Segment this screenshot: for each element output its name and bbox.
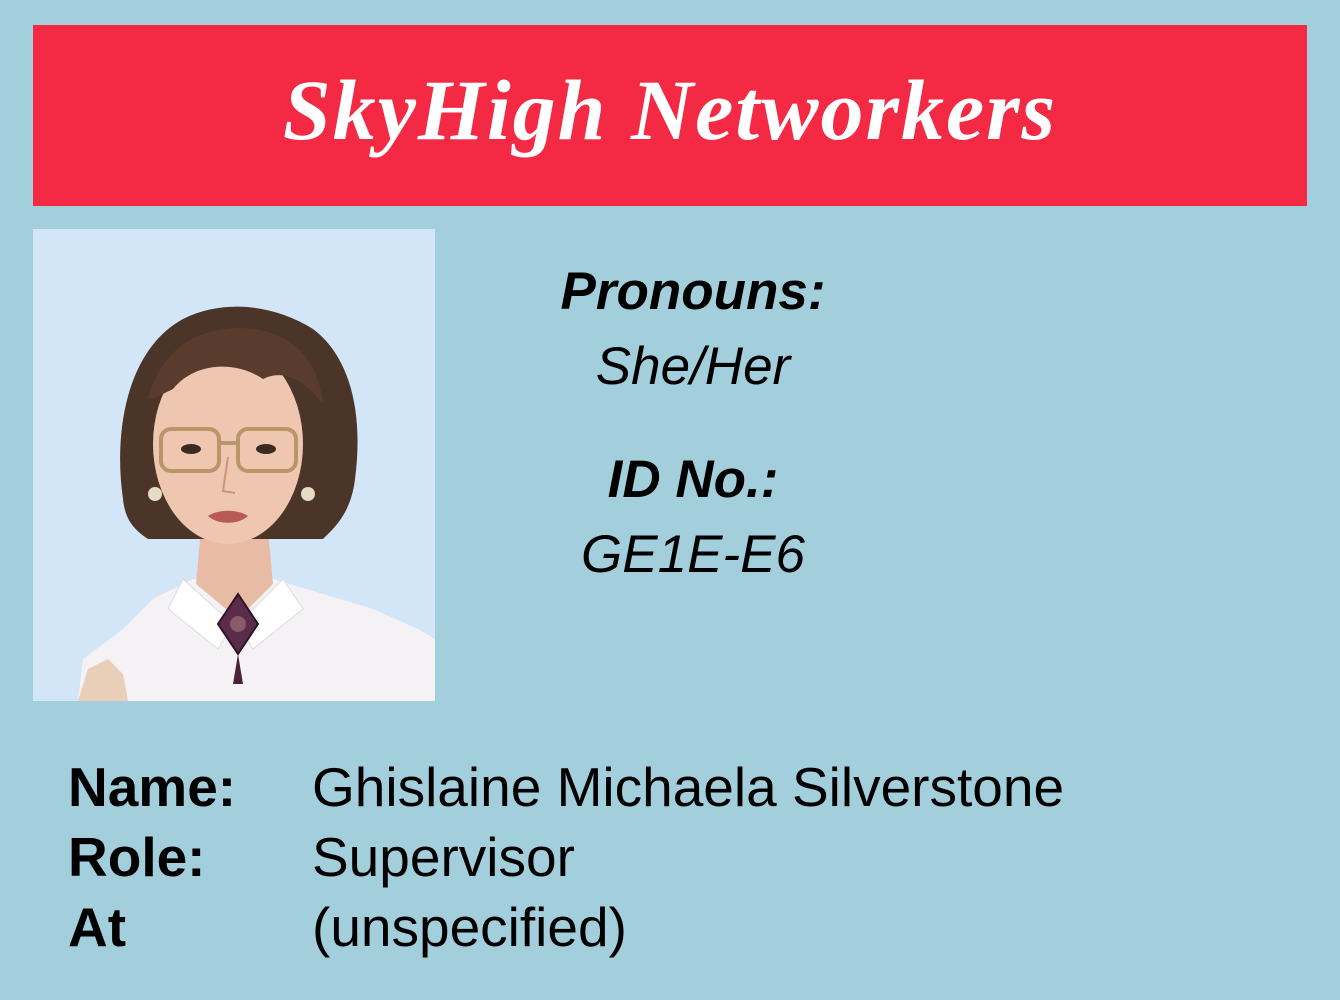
id-label: ID No.:	[607, 450, 779, 509]
pronouns-label: Pronouns:	[560, 262, 826, 321]
id-block	[493, 450, 893, 585]
profile-photo	[33, 229, 435, 701]
header-banner	[33, 25, 1307, 206]
name-label: Name:	[68, 756, 237, 818]
name-value: Ghislaine Michaela Silverstone	[312, 756, 1065, 818]
details-list	[68, 752, 1064, 962]
detail-row-at	[68, 892, 1064, 962]
at-label: At	[68, 896, 127, 958]
id-value: GE1E-E6	[581, 525, 805, 584]
detail-row-role	[68, 822, 1064, 892]
person-portrait-icon	[33, 229, 435, 701]
pronouns-block	[493, 262, 893, 397]
role-label: Role:	[68, 826, 206, 888]
role-value: Supervisor	[312, 826, 575, 888]
at-value: (unspecified)	[312, 896, 627, 958]
pronouns-value: She/Her	[595, 337, 791, 396]
detail-row-name	[68, 752, 1064, 822]
company-name: SkyHigh Networkers	[282, 61, 1058, 158]
